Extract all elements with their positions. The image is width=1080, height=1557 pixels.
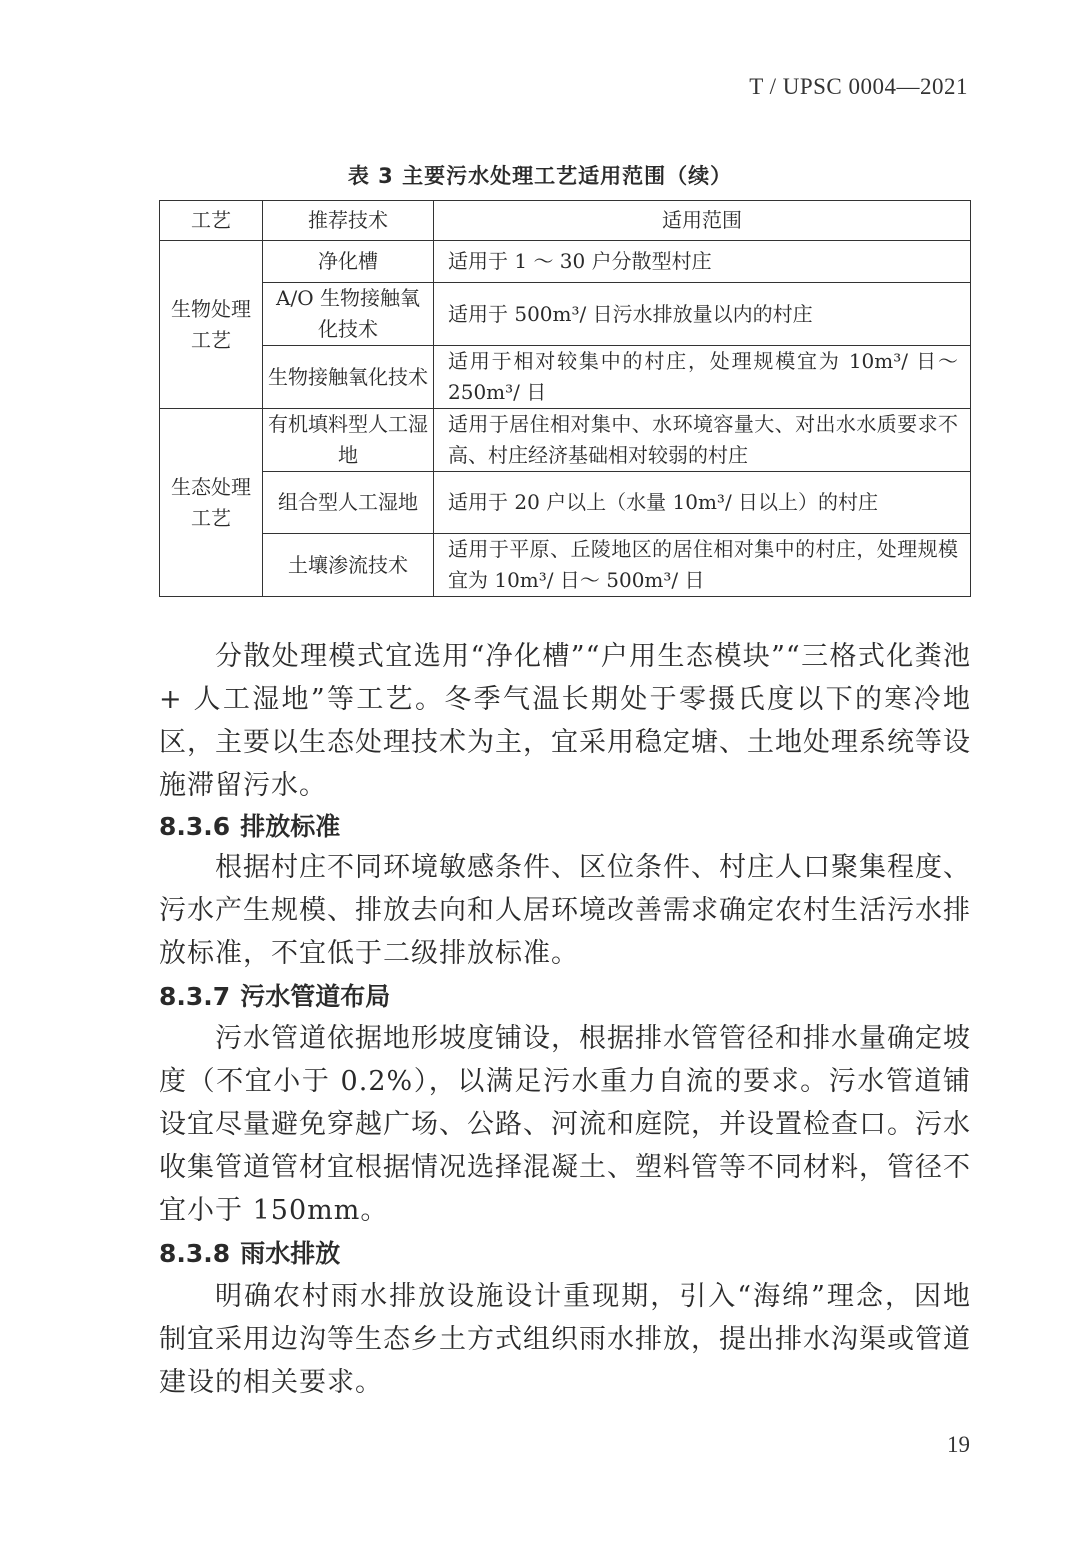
scope-cell: 适用于居住相对集中、水环境容量大、对出水水质要求不高、村庄经济基础相对较弱的村庄 [434,409,971,472]
tech-cell: 生物接触氧化技术 [263,346,434,409]
scope-cell: 适用于 500m³/ 日污水排放量以内的村庄 [434,283,971,346]
section-title: 排放标准 [240,812,341,841]
scope-cell: 适用于平原、丘陵地区的居住相对集中的村庄，处理规模宜为 10m³/ 日～ 500m³/ 日 [434,534,971,597]
table-caption: 表 3 主要污水处理工艺适用范围（续） [347,164,733,188]
section-number: 8.3.7 [159,982,231,1011]
column-header-process: 工艺 [160,201,263,241]
tech-cell: A/O 生物接触氧化技术 [263,283,434,346]
section-paragraph-8-3-6: 根据村庄不同环境敏感条件、区位条件、村庄人口聚集程度、污水产生规模、排放去向和人居环境改善需求确定农村生活污水排放标准，不宜低于二级排放标准。 [159,852,971,969]
scope-cell: 适用于 20 户以上（水量 10m³/ 日以上）的村庄 [434,472,971,534]
document-code: T / UPSC 0004—2021 [749,74,968,99]
category-cell: 生物处理工艺 [160,241,263,409]
tech-cell: 有机填料型人工湿地 [263,409,434,472]
column-header-scope: 适用范围 [434,201,971,241]
table-row [160,346,971,409]
section-paragraph-8-3-8: 明确农村雨水排放设施设计重现期，引入“海绵”理念，因地制宜采用边沟等生态乡土方式组织雨水排放，提出排水沟渠或管道建设的相关要求。 [159,1281,971,1398]
table-row [160,409,971,472]
table-row [160,534,971,597]
section-heading-8-3-6 [159,808,340,846]
process-table [159,200,971,597]
column-header-tech: 推荐技术 [263,201,434,241]
table-row [160,283,971,346]
table-row [160,472,971,534]
tech-cell: 净化槽 [263,241,434,283]
tech-cell: 组合型人工湿地 [263,472,434,534]
table-header-row [160,201,971,241]
page-number: 19 [947,1432,970,1457]
section-paragraph-8-3-7: 污水管道依据地形坡度铺设，根据排水管管径和排水量确定坡度（不宜小于 0.2%），以满足污水重力自流的要求。污水管道铺设宜尽量避免穿越广场、公路、河流和庭院，并设置检查口。污水收集管道管材宜根据情况选择混凝土、塑料管等不同材料，管径不宜小于 150mm。 [159,1023,971,1226]
intro-paragraph: 分散处理模式宜选用“净化槽”“户用生态模块”“三格式化粪池 + 人工湿地”等工艺。冬季气温长期处于零摄氏度以下的寒冷地区，主要以生态处理技术为主，宜采用稳定塘、土地处理系统等设施滞留污水。 [159,641,971,801]
tech-cell: 土壤渗流技术 [263,534,434,597]
table-row [160,241,971,283]
section-number: 8.3.6 [159,812,231,841]
category-cell: 生态处理工艺 [160,409,263,597]
scope-cell: 适用于相对较集中的村庄，处理规模宜为 10m³/ 日～ 250m³/ 日 [434,346,971,409]
section-heading-8-3-7 [159,978,390,1016]
section-heading-8-3-8 [159,1235,340,1273]
section-title: 雨水排放 [240,1239,341,1268]
section-number: 8.3.8 [159,1239,231,1268]
section-title: 污水管道布局 [240,982,391,1011]
scope-cell: 适用于 1 ～ 30 户分散型村庄 [434,241,971,283]
